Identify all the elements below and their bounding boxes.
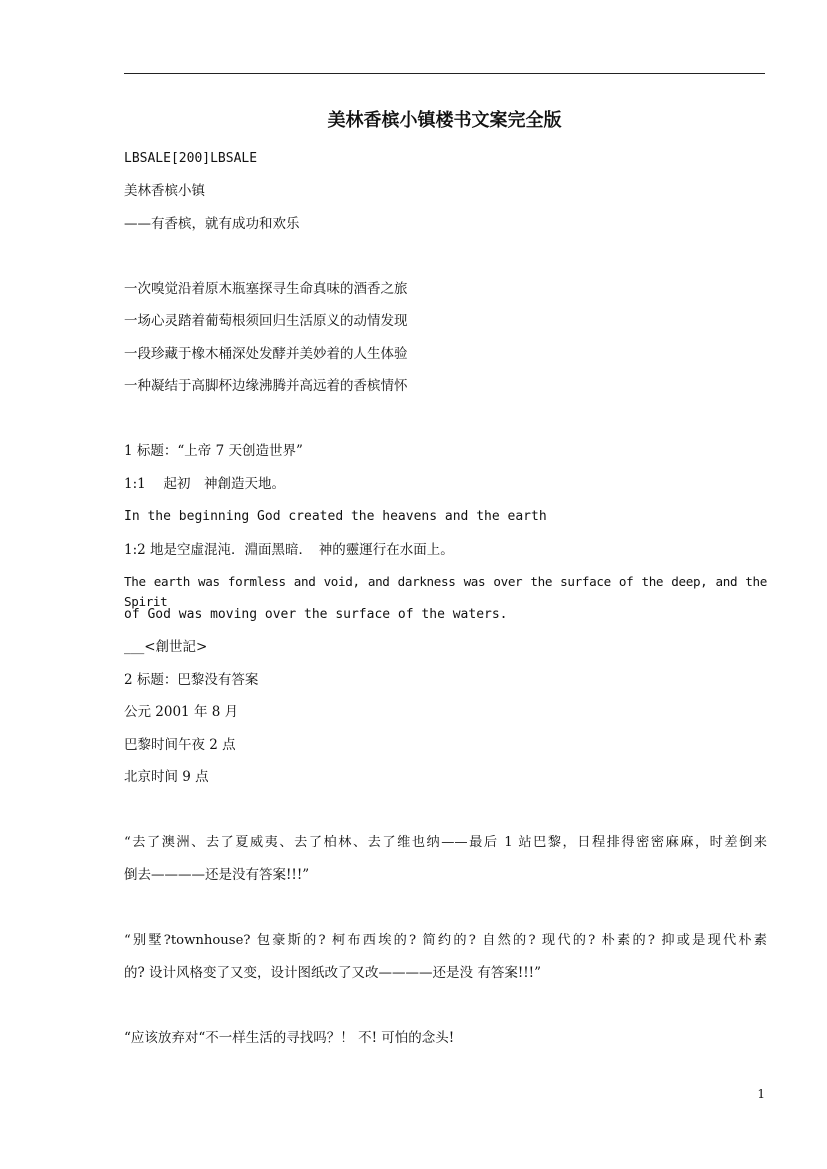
text-line: “去了澳洲、去了夏威夷、去了柏林、去了维也纳——最后 1 站巴黎，日程排得密密麻麻，时差倒来 — [124, 835, 767, 850]
text-line: In the beginning God created the heavens and the earth — [124, 509, 547, 524]
page-number: 1 — [757, 1087, 765, 1101]
text-line: 的? 设计风格变了又变，设计图纸改了又改————还是没 有答案!!!” — [124, 965, 541, 981]
text-line: “别墅?townhouse? 包豪斯的? 柯布西埃的? 简约的? 自然的? 现代的? 朴素的? 抑或是现代朴素 — [124, 933, 767, 948]
text-line: 北京时间 9 点 — [124, 769, 209, 785]
text-line: 一段珍藏于橡木桶深处发酵并美妙着的人生体验 — [124, 346, 408, 362]
text-line: 倒去————还是没有答案!!!” — [124, 867, 310, 883]
text-line: ——有香槟，就有成功和欢乐 — [124, 216, 300, 232]
text-line: 美林香槟小镇 — [124, 183, 205, 199]
text-line: 公元 2001 年 8 月 — [124, 704, 239, 720]
text-line: 1:2 地是空虛混沌．淵面黑暗． 神的靈運行在水面上。 — [124, 542, 454, 558]
text-line: 一次嗅觉沿着原木瓶塞探寻生命真味的酒香之旅 — [124, 281, 408, 297]
header-rule — [124, 73, 765, 74]
text-line: 一种凝结于高脚杯边缘沸腾并高远着的香槟情怀 — [124, 378, 408, 394]
text-line: The earth was formless and void, and darkness was over the surface of the deep, and the Spirit — [124, 574, 767, 609]
text-line: 1 标题：“上帝 7 天创造世界” — [124, 443, 303, 459]
text-line: 一场心灵踏着葡萄根须回归生活原义的动情发现 — [124, 313, 408, 329]
text-line: 巴黎时间午夜 2 点 — [124, 737, 236, 753]
text-line: 1:1 起初 神創造天地。 — [124, 476, 286, 492]
text-line: LBSALE[200]LBSALE — [124, 151, 258, 166]
document-title: 美林香槟小镇楼书文案完全版 — [327, 110, 562, 131]
text-line: ___<創世記> — [124, 639, 208, 655]
text-line: “应该放弃对“不一样生活的寻找吗？！ 不! 可怕的念头! — [124, 1030, 455, 1046]
text-line: 2 标题：巴黎没有答案 — [124, 672, 259, 688]
text-line: of God was moving over the surface of the waters. — [124, 607, 508, 622]
